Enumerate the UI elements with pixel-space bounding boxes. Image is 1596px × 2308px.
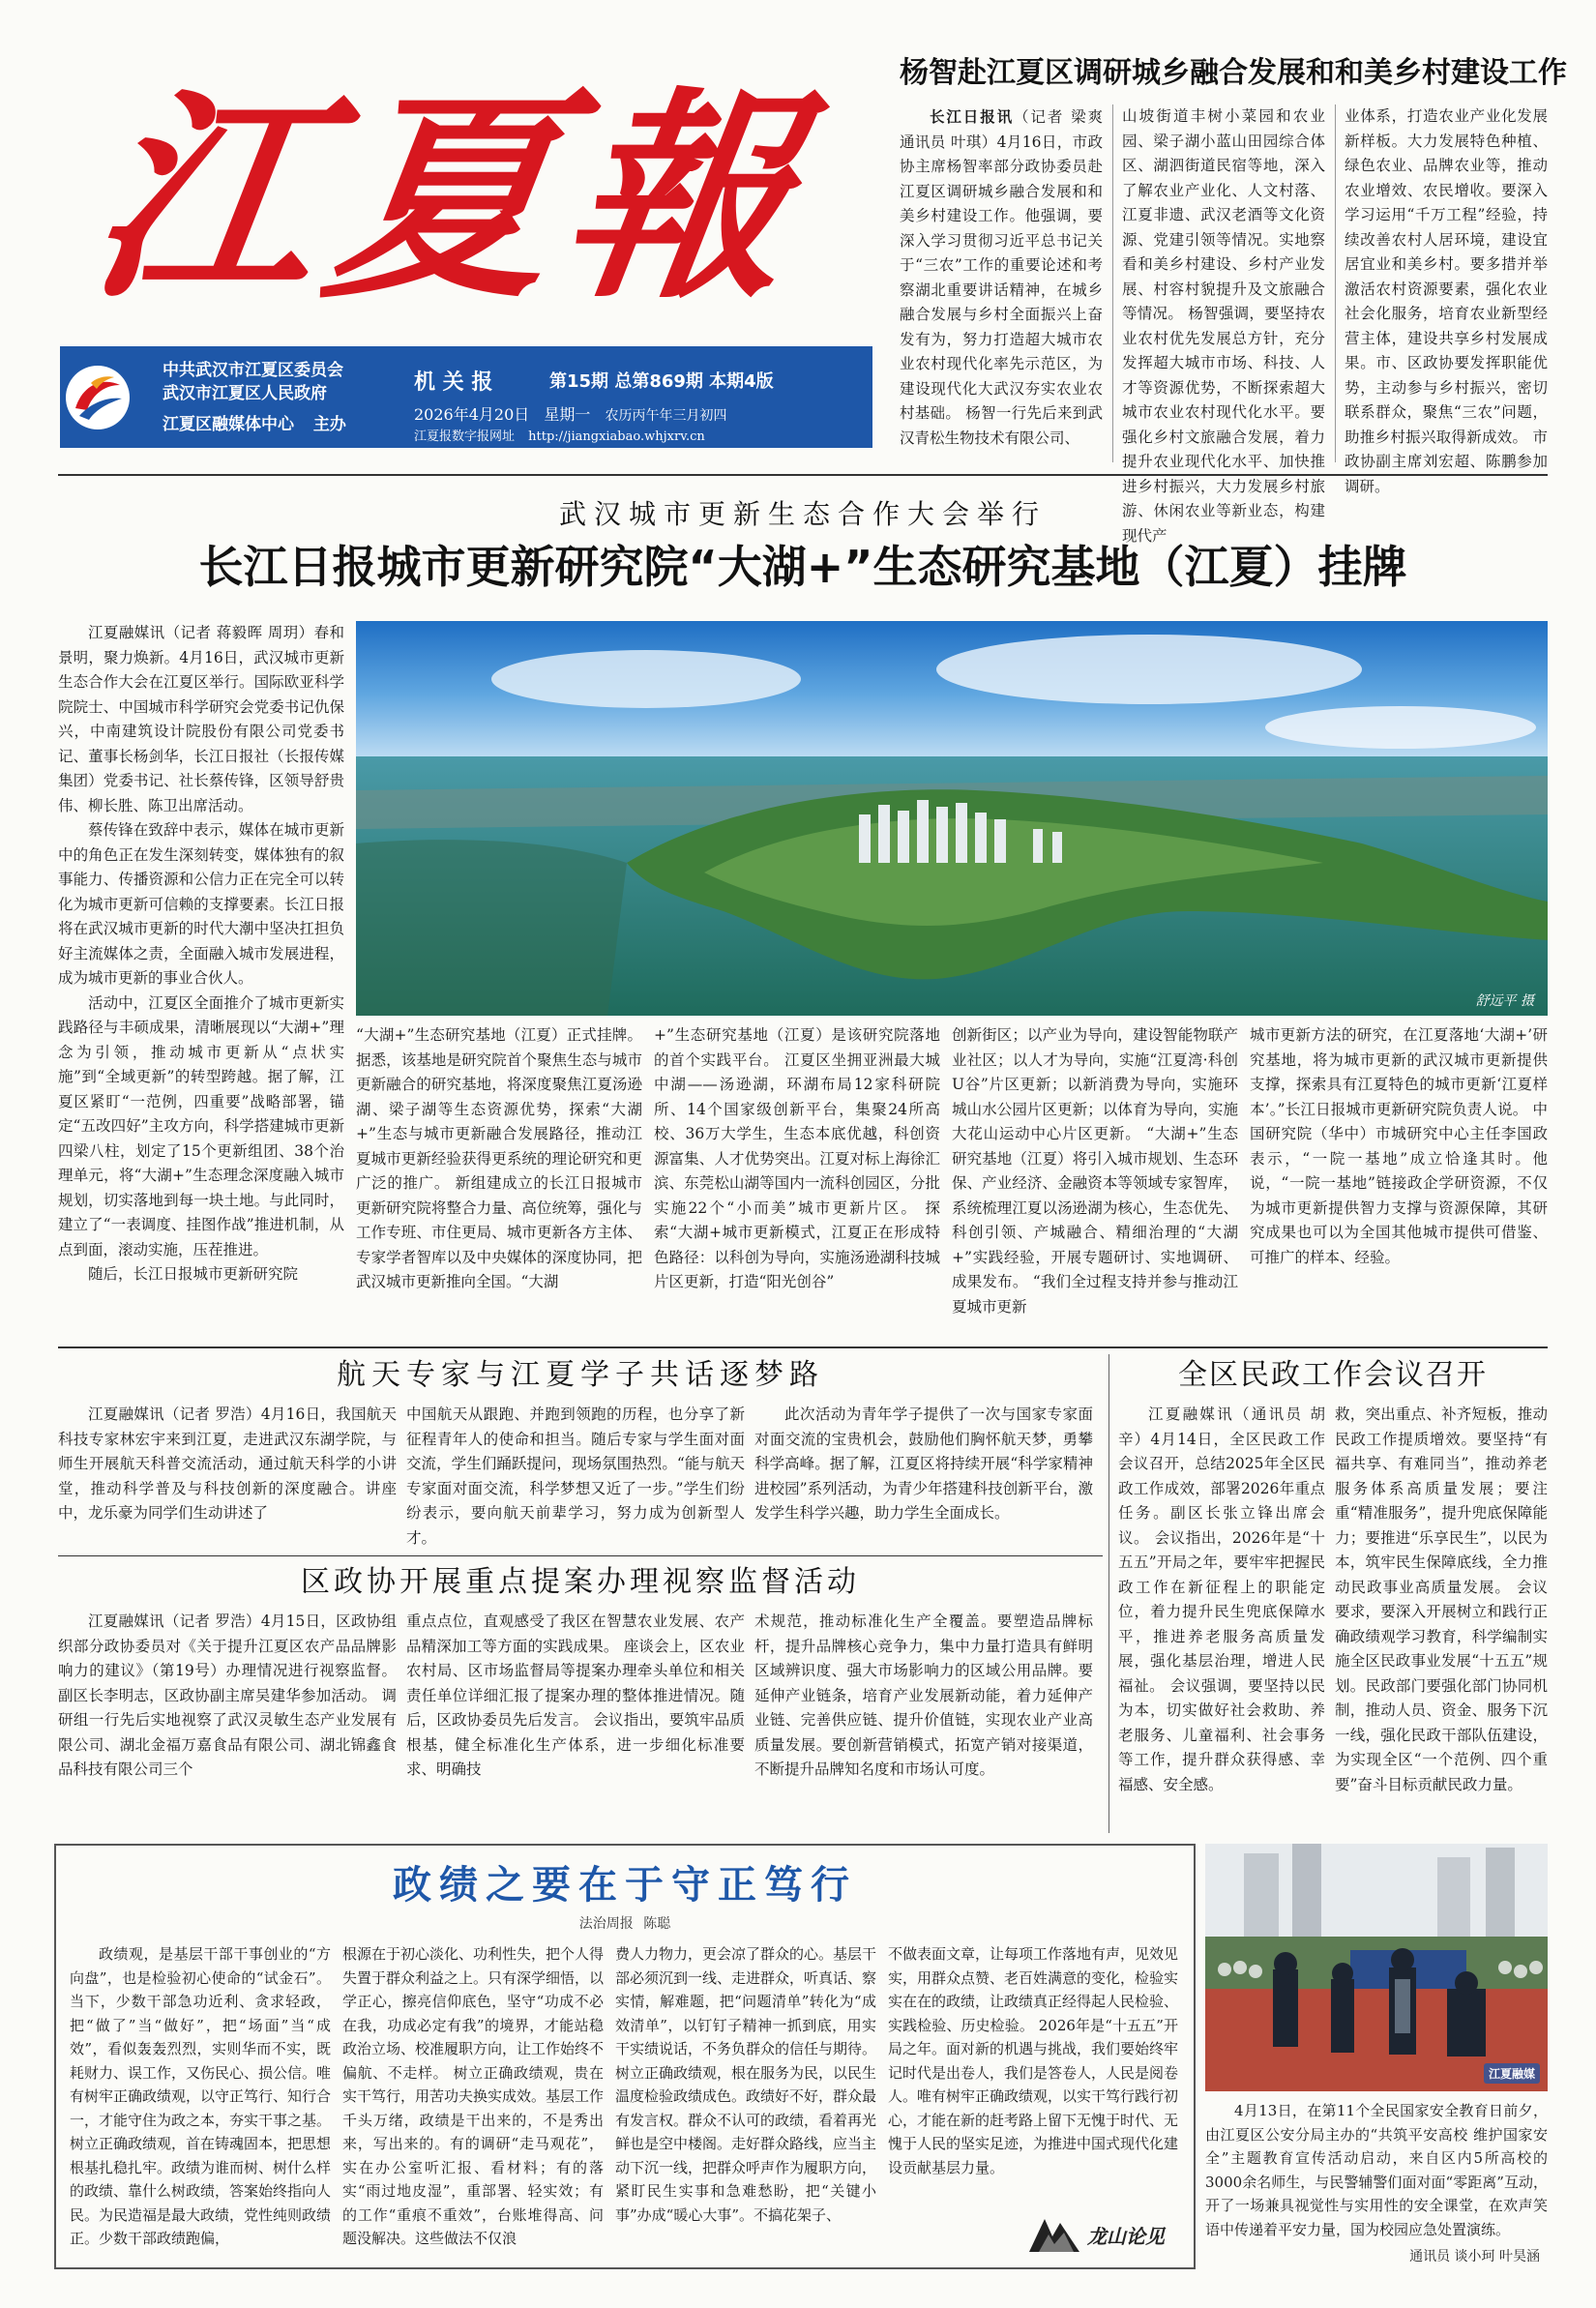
commentary-author: 陈聪 [643,1916,671,1932]
column-divider [1108,1354,1109,1833]
issue-number: 第15期 总第869期 本期4版 [549,371,774,392]
lead-col-5-text: 城市更新方法的研究，在江夏落地‘大湖+’研究基地，将为城市更新的武汉城市更新提供支撑，探索具有江夏特色的城市更新‘江夏样本’。”长江日报城市更新研究院负责人说。 中国研究院（华中）市城研究中心主任李国政表示，“一院一基地”成立恰逢其时。他说，“一院一基地”链接政企学研资源，不仅为城市更新提供智力支撑与资源保障，其研究成果也可以为全国其他城市提供可借鉴、可推广的样本、经验。 [1250,1026,1548,1266]
cppcc-text-2: 重点点位，直观感受了我区在智慧农业发展、农产品精深加工等方面的实践成果。 座谈会上，区农业农村局、区市场监督局等提案办理牵头单位和相关责任单位详细汇报了提案办理的整体推进情况。随后，区政协委员先后发言。 会议指出，要筑牢品质根基，健全标准化生产体系，进一步细化标准要求、明确技 [406,1613,745,1778]
column-logo [1025,2207,1190,2262]
lead-col-2-text: “大湖+”生态研究基地（江夏）正式挂牌。据悉，该基地是研究院首个聚焦生态与城市更新融合的研究基地，将深度聚焦江夏汤逊湖、梁子湖等生态资源优势，探索“大湖+”生态与城市更新融合发展路径，推动江夏城市更新经验获得更系统的理论研究和更广泛的推广。 新组建成立的长江日报城市更新研究院将整合力量、高位统筹，强化与工作专班、市住更局、城市更新各方主体、专家学者智库以及中央媒体的深度协同，把武汉城市更新推向全国。“大湖 [356,1026,642,1290]
photo-caption-text: 4月13日，在第11个全民国家安全教育日前夕，由江夏区公安分局主办的“共筑平安高校 维护国家安全”主题教育宣传活动启动，来自区内5所高校的3000余名师生，与民警辅警们面对面“零距离”互动，开了一场兼具视觉性与实用性的安全课堂，在欢声笑语中传递着平安力量，国为校园应急处置演练。 [1205,2102,1548,2238]
photo-news-image [1205,1844,1548,2091]
commentary-col-1 [70,1942,331,2262]
publisher-name: 江夏区融媒体中心 [163,415,294,434]
civil-col-2 [1335,1403,1548,1832]
space-story-headline: 航天专家与江夏学子共话逐梦路 [337,1358,824,1392]
lead-col-3 [654,1023,940,1337]
lead-col-2 [356,1023,642,1337]
org-line-1: 中共武汉市江夏区委员会 [163,361,343,380]
lead-photo [356,621,1548,1016]
section-rule [58,474,1548,476]
publisher-role: 主办 [312,415,346,434]
top-story-headline: 杨智赴江夏区调研城乡融合发展和和美乡村建设工作 [900,56,1567,90]
org-line-2: 武汉市江夏区人民政府 [163,384,327,403]
lake-city-aerial-image [356,621,1548,1016]
commentary-col-2 [342,1942,604,2262]
mountain-brush-icon [1025,2209,1083,2258]
commentary-col-3 [615,1942,876,2262]
commentary-byline [58,1913,1192,1933]
commentary-text-4: 不做表面文章，让每项工作落地有声，见效见实，用群众点赞、老百姓满意的变化，检验实实在在的政绩，让政绩真正经得起人民检验、实践检验、历史检验。 2026年是“十五五”开局之年。面对新的机遇与挑战，我们要始终牢记时代是出卷人，我们是答卷人，人民是阅卷人。唯有树牢正确政绩观，以实干笃行践行初心，才能在新的赶考路上留下无愧于时代、无愧于人民的坚实足迹，为推进中国式现代化建设贡献基层力量。 [888,1945,1179,2176]
space-text-2: 中国航天从跟跑、并跑到领跑的历程，也分享了新征程青年人的使命和担当。随后专家与学生面对面交流，学生们踊跃提问，现场氛围热烈。“能与航天专家面对面交流，科学梦想又近了一步。”学生们纷纷表示，要向航天前辈学习，努力成为创新型人才。 [406,1406,745,1547]
top-story-text-1: （记者 梁爽 通讯员 叶琪）4月16日，市政协主席杨智率部分政协委员赴江夏区调研城乡融合发展和和美乡村建设工作。他强调，要深入学习贯彻习近平总书记关于“三农”工作的重要论述和考察湖北重要讲话精神，在城乡融合发展与乡村全面振兴上奋发有为，努力打造超大城市农业农村现代化率先示范区，为建设现代化大武汉夯实农业农村基础。 杨智一行先后来到武汉青松生物技术有限公司、 [900,108,1103,447]
column-divider [1112,104,1113,462]
site-url: http://jiangxiabao.whjxrv.cn [528,429,705,444]
lunar-date: 农历丙午年三月初四 [605,408,727,424]
cppcc-text-1: 江夏融媒讯（记者 罗浩）4月15日，区政协组织部分政协委员对《关于提升江夏区农产品品牌影响力的建议》（第19号）办理情况进行视察监督。副区长李明志，区政协副主席吴建华参加活动。 调研组一行先后实地视察了武汉灵敏生态产业发展有限公司、湖北金福万嘉食品有限公司、湖北锦鑫食品科技有限公司三个 [58,1613,397,1778]
masthead [56,48,878,455]
commentary-col-4 [888,1942,1178,2204]
lead-para-4: 随后，长江日报城市更新研究院 [88,1265,299,1283]
space-col-3 [754,1403,1093,1548]
civil-col-1 [1118,1403,1325,1832]
weekday: 星期一 [544,405,591,424]
commentary-headline: 政绩之要在于守正笃行 [393,1862,857,1908]
commentary-text-3: 费人力物力，更会凉了群众的心。基层干部必须沉到一线、走进群众，听真话、察实情，解难题，把“问题清单”转化为“成效清单”，以钉钉子精神一抓到底，用实干实绩说话，不务负群众的信任与期待。 树立正确政绩观，根在服务为民，以民生温度检验政绩成色。政绩好不好，群众最有发言权。群众不认可的政绩，看着再光鲜也是空中楼阁。走好群众路线，应当主动下沉一线，把群众呼声作为履职方向，紧盯民生实事和急难愁盼，把“关键小事”办成“暖心大事”。不搞花架子、 [615,1945,877,2224]
date: 2026年4月20日 [414,405,530,424]
top-story-text-3: 业体系，打造农业产业化发展新样板。大力发展特色种植、绿色农业、品牌农业等，推动农业增效、农民增收。要深入学习运用“千万工程”经验，持续改善农村人居环境，建设宜居宜业和美乡村。要多措并举激活农村资源要素，强化农业社会化服务，培育农业新型经营主体，建设共享乡村发展成果。市、区政协要发挥职能优势，主动参与乡村振兴，密切联系群众，聚焦“三农”问题，助推乡村振兴取得新成效。 市政协副主席刘宏超、陈鹏参加调研。 [1345,107,1548,495]
civil-text-2: 救，突出重点、补齐短板，推动民政工作提质增效。要坚持“有福共享、有难同当”，推动养老服务体系高质量发展；要注重“精准服务”，提升兜底保障能力；要推进“乐享民生”，以民为本，筑牢民生保障底线，全力推动民政事业高质量发展。 会议要求，要深入开展树立和践行正确政绩观学习教育，科学编制实施全区民政事业发展“十五五”规划。民政部门要强化部门协同机制，推动人员、资金、服务下沉一线，强化民政干部队伍建设，为实现全区“一个范例、四个重要”奋斗目标贡献民政力量。 [1335,1406,1548,1793]
lead-col-3-text: +”生态研究基地（江夏）是该研究院落地的首个实践平台。 江夏区坐拥亚洲最大城中湖——汤逊湖，环湖布局12家科研院所、14个国家级创新平台，集聚24所高校、36万大学生，生态本底优越，科创资源富集、人才优势突出。江夏对标上海徐汇滨、东莞松山湖等国内一流科创园区，分批实施22个“小而美”城市更新片区。 探索“大湖+城市更新模式，江夏正在形成特色路径：以科创为导向，实施汤逊湖科技城片区更新，打造“阳光创谷” [654,1026,940,1290]
column-divider [1335,104,1336,462]
space-text-3: 此次活动为青年学子提供了一次与国家专家面对面交流的宝贵机会，鼓励他们胸怀航天梦，勇攀科学高峰。据了解，江夏区将持续开展“科学家精神进校园”系列活动，为青少年搭建科技创新平台，激发学生科学兴趣，助力学生全面成长。 [754,1406,1093,1522]
civil-text-1: 江夏融媒讯（通讯员 胡辛）4月14日，全区民政工作会议召开，总结2025年全区民政工作成效，部署2026年重点任务。副区长张立锋出席会议。 会议指出，2026年是“十五五”开局之年，要牢牢把握民政工作在新征程上的职能定位，着力提升民生兜底保障水平，推进养老服务高质量发展，强化基层治理，增进人民福祉。 会议强调，要坚持以民为本，切实做好社会救助、养老服务、儿童福利、社会事务等工作，提升群众获得感、幸福感、安全感。 [1118,1406,1325,1793]
top-story-text-2: 山坡街道丰树小菜园和农业园、梁子湖小蓝山田园综合体区、湖泗街道民宿等地，深入了解农业产业化、人文村落、江夏非遗、武汉老酒等文化资源、党建引领等情况。实地察看和美乡村建设、乡村产业发展、村容村貌提升及文旅融合等情况。 杨智强调，要坚持农业农村优先发展总方针，充分发挥超大城市市场、科技、人才等资源优势，不断探索超大城市农业农村现代化水平。要强化乡村文旅融合发展，着力提升农业现代化水平、加快推进乡村振兴，大力发展乡村旅游、休闲农业等新业态，构建现代产 [1122,107,1325,545]
lead-headline: 长江日报城市更新研究院“大湖+”生态研究基地（江夏）挂牌 [198,541,1407,593]
commentary-source: 法治周报 [578,1916,634,1932]
top-story-col-1 [900,104,1103,464]
ribbon-logo-icon [64,364,132,431]
cppcc-text-3: 术规范，推动标准化生产全覆盖。要塑造品牌标杆，提升品牌核心竞争力，集中力量打造具有鲜明区域辨识度、强大市场影响力的区域公用品牌。要延伸产业链条，培育产业发展新动能，着力延伸产业链、完善供应链、提升价值链，实现农业产业高质量发展。要创新营销模式，拓宽产销对接渠道，不断提升品牌知名度和市场认可度。 [754,1613,1093,1778]
cppcc-col-3 [754,1610,1093,1832]
lead-col-4 [952,1023,1238,1337]
cppcc-col-2 [406,1610,745,1832]
top-story-col-3 [1345,104,1548,495]
lead-left-col [58,621,344,1337]
photo-watermark: 江夏融媒 [1484,2063,1540,2084]
publisher [163,410,346,434]
top-story-col-2 [1122,104,1325,545]
section-rule [58,1555,1103,1556]
cppcc-story-headline: 区政协开展重点提案办理视察监督活动 [301,1565,860,1599]
cppcc-col-1 [58,1610,397,1832]
space-col-2 [406,1403,745,1548]
org-type: 机 关 报 [414,370,493,395]
lead-para-3: 活动中，江夏区全面推介了城市更新实践路径与丰硕成果，清晰展现以“大湖+”理念为引领，推动城市更新从“点状实施”到“全域更新”的转型跨越。据了解，江夏区紧盯“一范例，四重要”战略部署，锚定“五改四好”主攻方向，科学搭建城市更新四梁八柱，划定了15个更新组团、38个治理单元，将“大湖+”生态理念深度融入城市规划，切实落地到每一块土地。与此同时，建立了“一表调度、挂图作战”推进机制，从点到面，滚动实施，压茬推进。 [58,993,344,1258]
masthead-title: 江夏報 [76,68,822,329]
lead-kicker: 武汉城市更新生态合作大会举行 [558,498,1047,530]
lead-col-5 [1250,1023,1548,1337]
lead-col-4-text: 创新街区；以产业为导向，建设智能物联产业社区；以人才为导向，实施“江夏湾·科创U谷”片区更新；以新消费为导向，实施环城山水公园片区更新；以体育为导向，实施大花山运动中心片区更新。 “大湖+”生态研究基地（江夏）将引入城市规划、生态环保、产业经济、金融资本等领域专家智库，系统梳理江夏以汤逊湖为核心，生态优先、科创引领、产城融合、精细治理的“大湖+”实践经验，开展专题研讨、实地调研、成果发布。 “我们全过程支持并参与推动江夏城市更新 [952,1026,1238,1316]
campus-police-drill-image [1205,1844,1548,2091]
space-col-1 [58,1403,397,1548]
issue-date [414,402,726,425]
photo-news-caption [1205,2099,1548,2244]
top-story-byline: 长江日报讯 [930,107,1015,126]
lead-para-1: 江夏融媒讯（记者 蒋毅晖 周玥）春和景明，聚力焕新。4月16日，武汉城市更新生态合作大会在江夏区举行。国际欧亚科学院院士、中国城市科学研究会党委书记仇保兴，中南建筑设计院股份有限公司党委书记、董事长杨剑华，长江日报社（长报传媒集团）党委书记、社长蔡传锋，区领导舒贵伟、柳长胜、陈卫出席活动。 [58,624,344,814]
section-rule [58,1346,1548,1348]
photo-news-credit: 通讯员 谈小珂 叶昊涵 [1409,2249,1540,2264]
media-center-logo [64,364,132,431]
site-label: 江夏报数字报网址 [414,429,516,444]
space-text-1: 江夏融媒讯（记者 罗浩）4月16日，我国航天科技专家林宏宇来到江夏，走进武汉东湖学院，与师生开展航天科普交流活动，通过航天科学的小讲堂，推动科学普及与科技创新的深度融合。讲座中，龙乐豪为同学们生动讲述了 [58,1406,397,1522]
commentary-text-2: 根源在于初心淡化、功利性失，把个人得失置于群众利益之上。只有深学细悟，以学正心，擦亮信仰底色，坚守“功成不必在我，功成必定有我”的境界，才能站稳政治立场、校准履职方向，让工作始终不偏航、不走样。 树立正确政绩观，贵在实干笃行，用苦功夫换实成效。基层工作千头万绪，政绩是干出来的，不是秀出来，写出来的。有的调研“走马观花”，实在办公室听汇报、看材料；有的落实“雨过地皮湿”，重部署、轻实效；有的工作“重痕不重效”，台账堆得高、问题没解决。这些做法不仅浪 [342,1945,605,2247]
site-line [414,426,705,444]
civil-story-headline: 全区民政工作会议召开 [1178,1358,1488,1392]
column-logo-text: 龙山论见 [1087,2225,1165,2248]
commentary-text-1: 政绩观，是基层干部干事创业的“方向盘”，也是检验初心使命的“试金石”。当下，少数干部急功近利、贪求轻政，把“做了”当“做好”，把“场面”当“成效”，看似轰轰烈烈，实则华而不实，既耗财力、误工作，又伤民心、损公信。唯有树牢正确政绩观，以守正笃行、知行合一，才能守住为政之本，夯实干事之基。 树立正确政绩观，首在铸魂固本，把思想根基扎稳扎牢。政绩为谁而树、树什么样的政绩、靠什么树政绩，答案始终指向人民。为民造福是最大政绩，党性纯则政绩正。少数干部政绩跑偏， [70,1945,332,2247]
lead-para-2: 蔡传锋在致辞中表示，媒体在城市更新中的角色正在发生深刻转变，媒体独有的叙事能力、传播资源和公信力正在完全可以转化为城市更新可信赖的支撑要素。长江日报将在武汉城市更新的时代大潮中坚决扛担负好主流媒体之责，全面融入城市发展进程，成为城市更新的事业合伙人。 [58,821,344,987]
photo-credit: 舒远平 摄 [1475,993,1534,1009]
